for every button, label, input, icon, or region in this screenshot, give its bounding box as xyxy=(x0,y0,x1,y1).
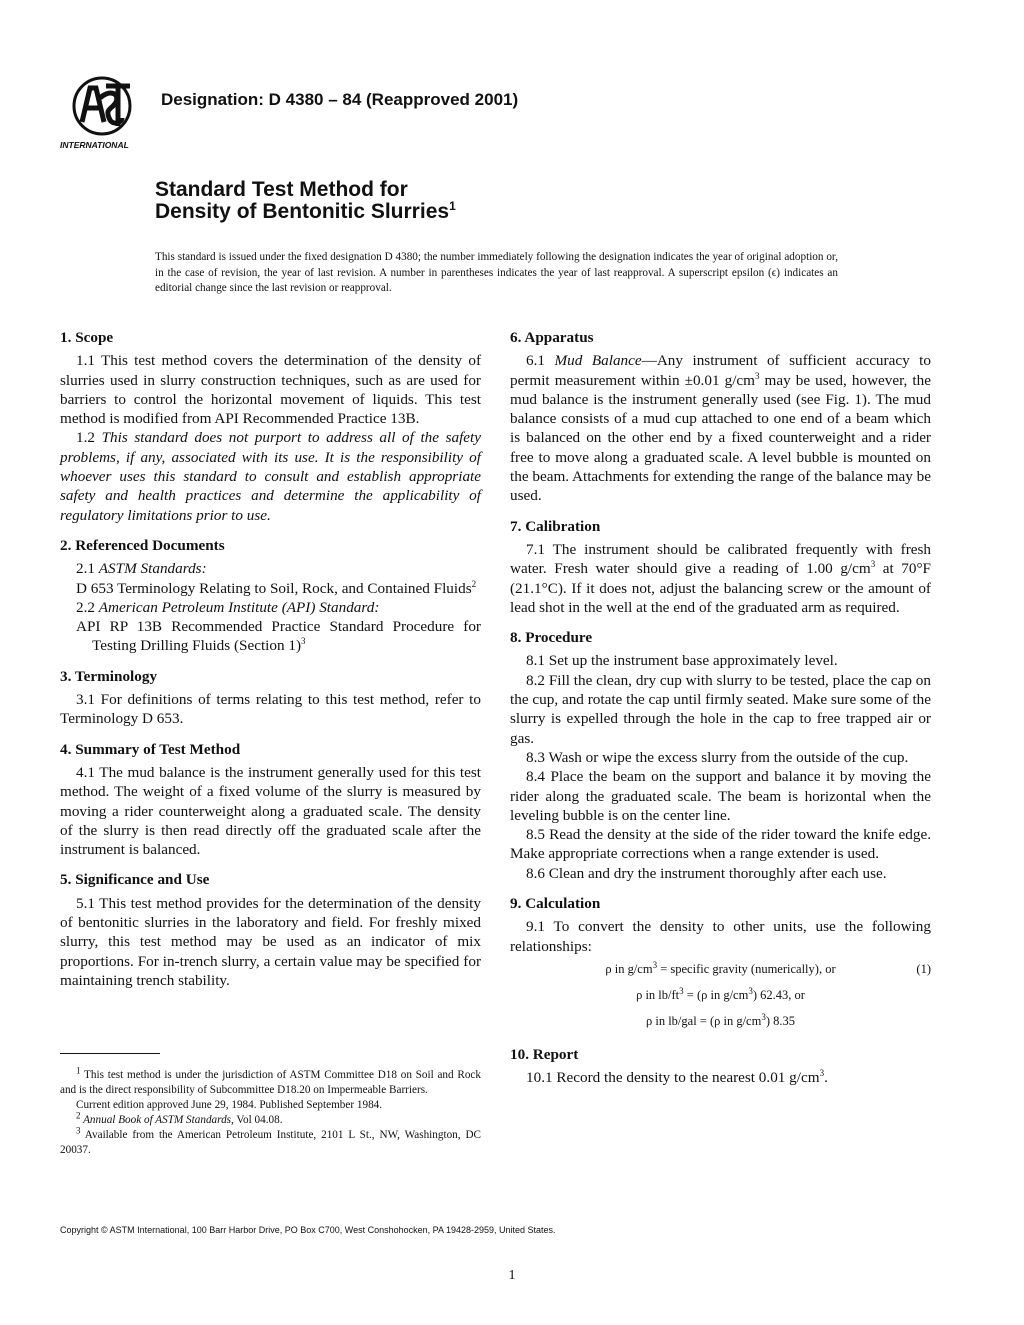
paragraph-2-2: 2.2 American Petroleum Institute (API) Standard: xyxy=(76,598,380,616)
section-calibration xyxy=(510,517,931,617)
footnote-1b: Current edition approved June 29, 1984. Published September 1984. xyxy=(76,1099,383,1111)
title-line-2: Density of Bentonitic Slurries$^1$ xyxy=(155,199,456,223)
equation-3: ρ in lb/gal = (ρ in $g/cm^3$) 8.35 xyxy=(645,1011,796,1028)
designation: Designation: D 4380 – 84 (Reapproved 2001) xyxy=(161,90,519,109)
paragraph-8-6: 8.6 Clean and dry the instrument thoroughly after each use. xyxy=(526,864,887,882)
paragraph-8-4: 8.4 Place the beam on the support and balance it by moving the rider along the graduated scale. The beam is horizontal when the leveling bubble is on the center line. xyxy=(510,768,931,824)
title-line-1: Standard Test Method for xyxy=(155,178,408,201)
equation-number: (1) xyxy=(916,961,931,976)
section-significance xyxy=(60,870,481,990)
section-apparatus xyxy=(510,328,931,506)
paragraph-1-2: 1.2 This standard does not purport to address all of the safety problems, if any, associated with its use. It is the responsibility of whoever uses this standard to consult and establish appropriate safety and health practices and determine the applicability of regulatory limitations prior to use. xyxy=(60,429,482,524)
section-heading: 1. Scope xyxy=(60,329,114,346)
section-heading: 2. Referenced Documents xyxy=(60,536,225,554)
section-heading: 3. Terminology xyxy=(60,667,158,685)
section-terminology xyxy=(60,667,481,729)
section-heading: 10. Report xyxy=(510,1045,579,1063)
paragraph-7-1: 7.1 The instrument should be calibrated frequently with fresh water. Fresh water should give a reading of 1.00 $g/cm^3$ at 70°F (21.1°C). If it does not, adjust the balancing screw or the amount of lead shot in the well at the end of the graduated arm as required. xyxy=(510,540,932,616)
preamble: This standard is issued under the fixed designation D 4380; the number immediately following the designation indicates the year of original adoption or, in the case of revision, the year of last revision. A number in parentheses indicates the year of last reapproval. A superscript epsilon (ϵ) indicates an editorial change since the last revision or reapproval. xyxy=(155,251,838,294)
left-column xyxy=(60,328,481,1001)
logo-caption: INTERNATIONAL xyxy=(60,140,129,150)
equation-2: ρ in $lb/ft^3 = (\rho$ in $g/cm^3$) 62.43, or xyxy=(636,985,805,1002)
section-calculation xyxy=(510,894,931,1034)
paragraph-9-1: 9.1 To convert the density to other units, use the following relationships: xyxy=(510,918,931,955)
footnote-2: $^2$ Annual Book of ASTM Standards, Vol 04.08. xyxy=(76,1110,283,1126)
paragraph-4-1: 4.1 The mud balance is the instrument generally used for this test method. The weight of a fixed volume of the slurry is measured by moving a rider counterweight along a graduated scale. The density of the slurry is then read directly off the graduated scale after the instrument is balanced. xyxy=(60,763,481,859)
reference-api-rp13b: API RP 13B Recommended Practice Standard Procedure for Testing Drilling Fluids (Section 1)$^3$ xyxy=(76,618,481,655)
paragraph-6-1: 6.1 Mud Balance—Any instrument of sufficient accuracy to permit measurement within ±0.01 $g/cm^3$ may be used, however, the mud balance is the instrument generally used (see Fig. 1). The mud balance consists of a mud cup attached to one end of a beam which is balanced on the other end by a fixed counterweight and a rider free to move along a graduated scale. A level bubble is mounted on the beam. Attachments for extending the range of the balance may be used. xyxy=(510,352,931,505)
footnote-1: $^1$ This test method is under the jurisdiction of ASTM Committee D18 on Soil and Rock and is the direct responsibility of Subcommittee D18.20 on Impermeable Barriers. xyxy=(60,1065,481,1096)
section-heading: 8. Procedure xyxy=(510,629,593,647)
section-report xyxy=(510,1045,931,1088)
section-referenced-documents xyxy=(60,536,481,656)
section-heading: 9. Calculation xyxy=(510,895,601,913)
paragraph-2-1: 2.1 ASTM Standards: xyxy=(76,560,207,578)
page-number: 1 xyxy=(508,1268,516,1283)
section-scope xyxy=(60,328,481,525)
astm-logo xyxy=(60,76,150,154)
section-heading: 4. Summary of Test Method xyxy=(60,740,241,758)
paragraph-8-2: 8.2 Fill the clean, dry cup with slurry to be tested, place the cap on the cup, and rotate the cap until firmly seated. Make sure some of the slurry is expelled through the hole in the cap to free trapped air or gas. xyxy=(510,671,931,747)
paragraph-10-1: 10.1 Record the density to the nearest 0.01 $g/cm^3$. xyxy=(526,1068,828,1087)
section-heading: 7. Calibration xyxy=(510,517,601,535)
equation-1: ρ in $g/cm^3$ = specific gravity (numerically), or (1) xyxy=(510,956,931,982)
right-column xyxy=(510,328,931,1099)
paragraph-1-1: 1.1 This test method covers the determination of the density of slurries used in slurry construction techniques, such as are used for barriers to control the horizontal movement of liquids. This test method is modified from API Recommended Practice 13B. xyxy=(60,352,481,428)
section-heading: 5. Significance and Use xyxy=(60,871,210,889)
paragraph-3-1: 3.1 For definitions of terms relating to this test method, refer to Terminology D 653. xyxy=(60,691,481,728)
paragraph-5-1: 5.1 This test method provides for the determination of the density of bentonitic slurries in the laboratory and field. For freshly mixed slurry, this test method may be used as an indicator of mix proportions. For in-trench slurry, a certain value may be specified for maintaining trench stability. xyxy=(60,894,481,989)
reference-d653: D 653 Terminology Relating to Soil, Rock, and Contained Fluids$^2$ xyxy=(76,578,477,597)
section-procedure xyxy=(510,628,931,883)
title-footnote-ref: 1 xyxy=(449,199,456,213)
footnote-rule xyxy=(60,1053,160,1054)
copyright: Copyright © ASTM International, 100 Barr Harbor Drive, PO Box C700, West Conshohocken, PA 19428-2959, United States. xyxy=(60,1225,556,1235)
section-summary xyxy=(60,740,481,860)
footnote-3: $^3$ Available from the American Petroleum Institute, 2101 L St., NW, Washington, DC 20037. xyxy=(60,1125,481,1156)
footnotes xyxy=(60,1065,481,1158)
paragraph-8-5: 8.5 Read the density at the side of the rider toward the knife edge. Make appropriate corrections when a range extender is used. xyxy=(510,826,931,863)
section-heading: 6. Apparatus xyxy=(510,329,594,346)
paragraph-8-3: 8.3 Wash or wipe the excess slurry from the outside of the cup. xyxy=(526,748,909,766)
paragraph-8-1: 8.1 Set up the instrument base approximately level. xyxy=(526,652,838,670)
